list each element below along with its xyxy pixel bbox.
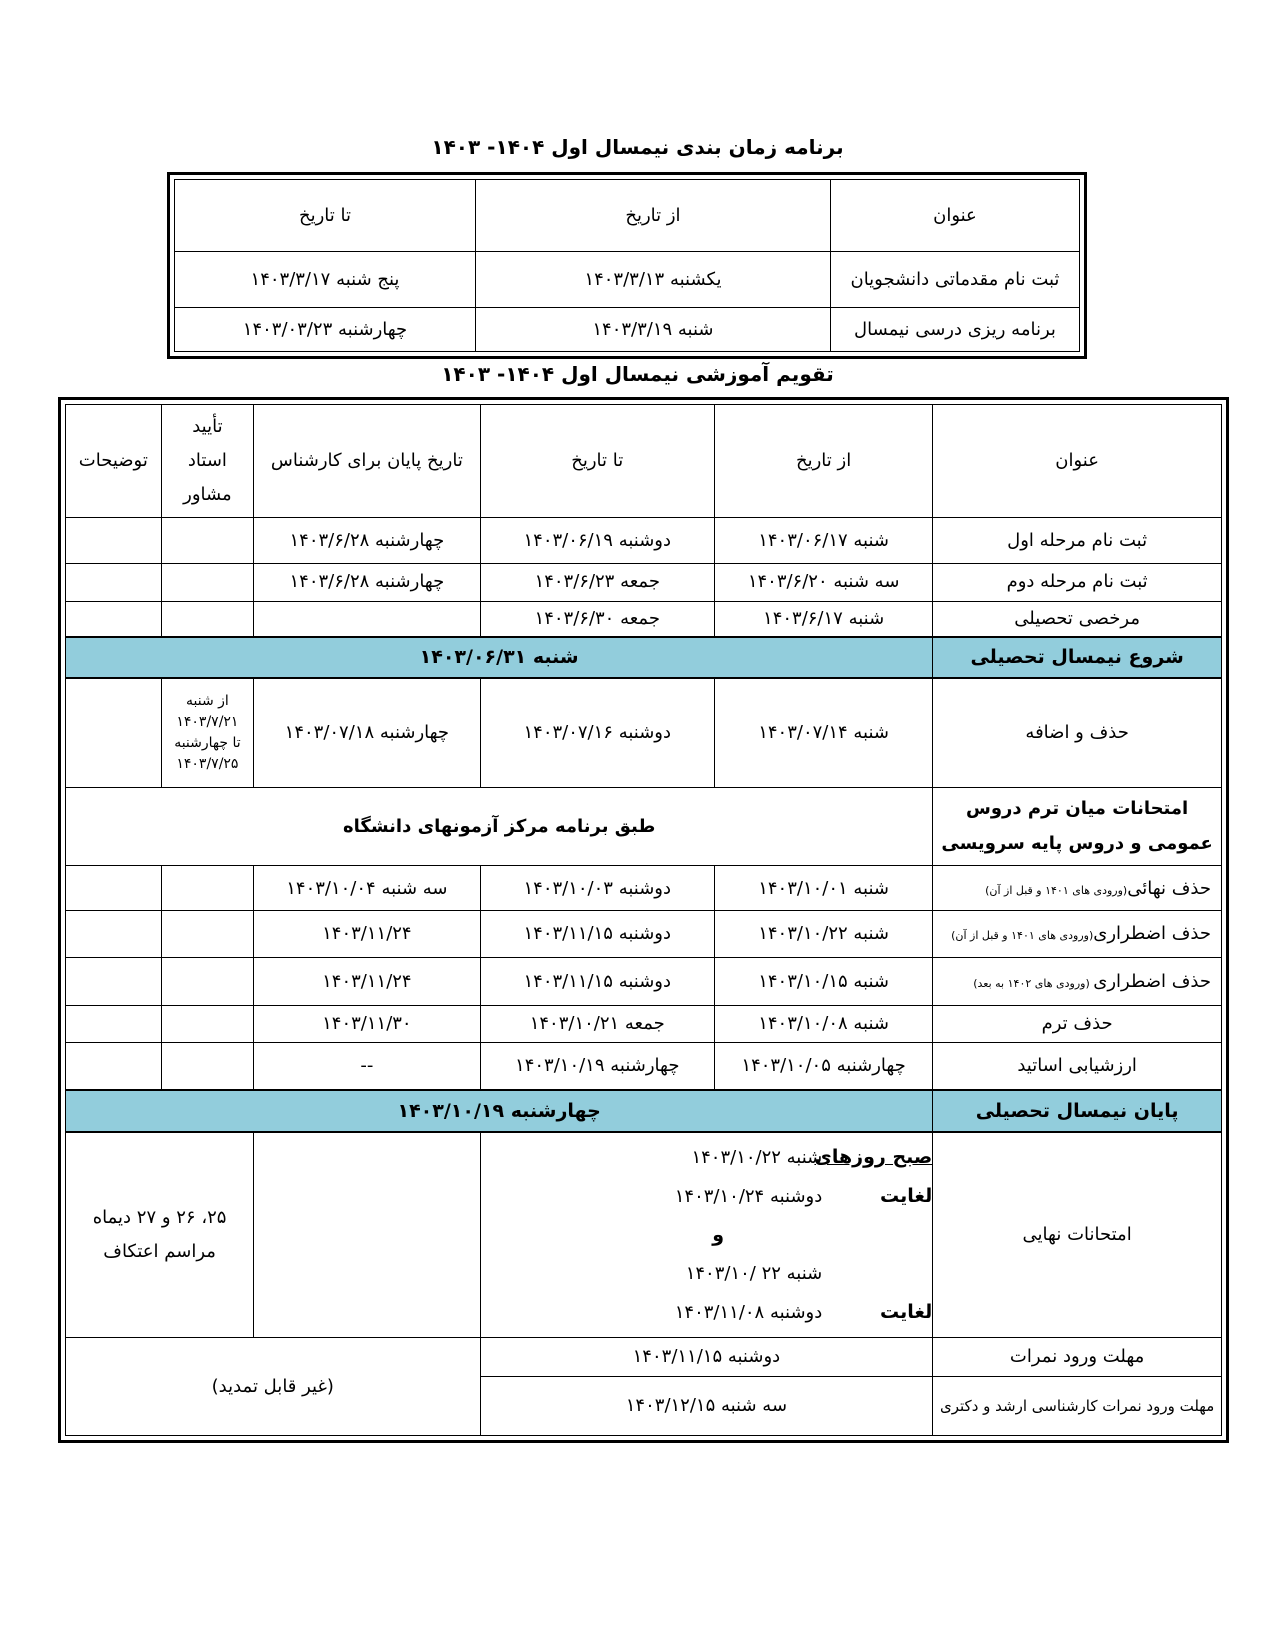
schedule-header-from: از تاریخ (475, 180, 830, 252)
midterms-title (933, 787, 1222, 865)
schedule-row-title: ثبت نام مقدماتی دانشجویان (830, 251, 1079, 308)
midterms-row (66, 787, 1222, 865)
exam-date: شنبه ۲۲ /۱۴۰۳/۱۰ (685, 1263, 823, 1285)
row-advisor (161, 866, 254, 911)
advisor-header-line: تأیید (192, 415, 223, 437)
schedule-row-from: یکشنبه ۱۴۰۳/۳/۱۳ (475, 251, 830, 308)
grades-deadline-title: مهلت ورود نمرات (933, 1338, 1222, 1377)
schedule-row (175, 308, 1080, 352)
row-notes (66, 1043, 162, 1090)
semester-end-date: چهارشنبه ۱۴۰۳/۱۰/۱۹ (66, 1090, 933, 1132)
row-expert-end: چهارشنبه ۱۴۰۳/۶/۲۸ (254, 518, 480, 563)
row-notes (66, 678, 162, 787)
advisor-header-line: مشاور (183, 484, 232, 506)
advisor-line: تا چهارشنبه (174, 735, 241, 752)
row-to: جمعه ۱۴۰۳/۶/۲۳ (480, 563, 714, 601)
calendar-table (65, 404, 1222, 1436)
row-to: دوشنبه ۱۴۰۳/۱۱/۱۵ (480, 911, 714, 957)
schedule-table (174, 179, 1080, 352)
advisor-line: ۱۴۰۳/۷/۲۱ (176, 714, 239, 731)
midterms-title-line: امتحانات میان ترم دروس (966, 798, 1189, 820)
exam-date: دوشنبه ۱۴۰۳/۱۱/۰۸ (674, 1302, 823, 1324)
row-to: دوشنبه ۱۴۰۳/۰۶/۱۹ (480, 518, 714, 563)
row-from: شنبه ۱۴۰۳/۶/۱۷ (714, 601, 932, 637)
semester-start-band (66, 637, 1222, 678)
row-from: شنبه ۱۴۰۳/۱۰/۱۵ (714, 957, 932, 1005)
row-to: دوشنبه ۱۴۰۳/۰۷/۱۶ (480, 678, 714, 787)
semester-start-date: شنبه ۱۴۰۳/۰۶/۳۱ (66, 637, 933, 678)
calendar-header-title: عنوان (933, 405, 1222, 518)
row-title (933, 957, 1222, 1005)
exam-label-and: و (712, 1224, 725, 1247)
advisor-header-line: استاد (187, 450, 227, 472)
row-notes (66, 601, 162, 637)
row-from: شنبه ۱۴۰۳/۱۰/۰۱ (714, 866, 932, 911)
row-from: شنبه ۱۴۰۳/۱۰/۲۲ (714, 911, 932, 957)
exam-label-morning: صبح روزهای (814, 1146, 933, 1169)
row-title (933, 911, 1222, 957)
drop-row (66, 957, 1222, 1005)
grades-grad-deadline-title: مهلت ورود نمرات کارشناسی ارشد و دکتری (933, 1377, 1222, 1436)
row-expert-end: ۱۴۰۳/۱۱/۲۴ (254, 911, 480, 957)
grades-grad-deadline-value: سه شنبه ۱۴۰۳/۱۲/۱۵ (480, 1377, 933, 1436)
row-title: ثبت نام مرحله دوم (933, 563, 1222, 601)
notes-line: مراسم اعتکاف (103, 1241, 216, 1263)
row-advisor (161, 678, 254, 787)
exam-date: شنبه ۱۴۰۳/۱۰/۲۲ (691, 1147, 823, 1169)
schedule-table-frame (167, 172, 1087, 359)
drop-row (66, 866, 1222, 911)
row-notes (66, 866, 162, 911)
exam-line (485, 1255, 933, 1293)
row-expert-end: ۱۴۰۳/۱۱/۲۴ (254, 957, 480, 1005)
add-drop-row (66, 678, 1222, 787)
schedule-row-title: برنامه ریزی درسی نیمسال (830, 308, 1079, 352)
row-to: دوشنبه ۱۴۰۳/۱۰/۰۳ (480, 866, 714, 911)
row-title: مرخصی تحصیلی (933, 601, 1222, 637)
row-from: سه شنبه ۱۴۰۳/۶/۲۰ (714, 563, 932, 601)
calendar-header-to: تا تاریخ (480, 405, 714, 518)
final-exams-dates (480, 1132, 933, 1337)
calendar-header-expert-end: تاریخ پایان برای کارشناس (254, 405, 480, 518)
final-exams-row (66, 1132, 1222, 1337)
calendar-header-advisor-approval (161, 405, 254, 518)
registration-row (66, 601, 1222, 637)
schedule-row-from: شنبه ۱۴۰۳/۳/۱۹ (475, 308, 830, 352)
row-expert-end (254, 1132, 480, 1337)
calendar-header-notes: توضیحات (66, 405, 162, 518)
non-extendable-note: (غیر قابل تمدید) (66, 1338, 481, 1436)
semester-start-label: شروع نیمسال تحصیلی (933, 637, 1222, 678)
row-advisor (161, 1043, 254, 1090)
schedule-header-to: تا تاریخ (175, 180, 476, 252)
row-advisor (161, 911, 254, 957)
row-from: شنبه ۱۴۰۳/۰۶/۱۷ (714, 518, 932, 563)
final-exams-notes (66, 1132, 254, 1337)
grades-deadline-value: دوشنبه ۱۴۰۳/۱۱/۱۵ (480, 1338, 933, 1377)
schedule-header-title: عنوان (830, 180, 1079, 252)
registration-row (66, 518, 1222, 563)
exam-label-until: لغایت (880, 1185, 933, 1208)
schedule-row-to: چهارشنبه ۱۴۰۳/۰۳/۲۳ (175, 308, 476, 352)
exam-date: دوشنبه ۱۴۰۳/۱۰/۲۴ (674, 1186, 823, 1208)
row-expert-end: چهارشنبه ۱۴۰۳/۶/۲۸ (254, 563, 480, 601)
exam-label-until: لغایت (880, 1301, 933, 1324)
calendar-table-frame (58, 397, 1229, 1443)
registration-row (66, 563, 1222, 601)
row-notes (66, 518, 162, 563)
final-exams-title: امتحانات نهایی (933, 1132, 1222, 1337)
row-to: جمعه ۱۴۰۳/۱۰/۲۱ (480, 1006, 714, 1043)
row-expert-end: سه شنبه ۱۴۰۳/۱۰/۰۴ (254, 866, 480, 911)
row-to: جمعه ۱۴۰۳/۶/۳۰ (480, 601, 714, 637)
advisor-line: ۱۴۰۳/۷/۲۵ (176, 756, 239, 773)
row-advisor (161, 518, 254, 563)
schedule-row (175, 251, 1080, 308)
drop-title: حذف اضطراری (1093, 970, 1211, 992)
row-expert-end: -- (254, 1043, 480, 1090)
exam-line (485, 1138, 933, 1177)
row-expert-end: چهارشنبه ۱۴۰۳/۰۷/۱۸ (254, 678, 480, 787)
schedule-row-to: پنج شنبه ۱۴۰۳/۳/۱۷ (175, 251, 476, 308)
drop-note: (ورودی های ۱۴۰۲ به بعد) (973, 976, 1094, 990)
drop-note: (ورودی های ۱۴۰۱ و قبل از آن) (951, 929, 1094, 943)
row-advisor (161, 957, 254, 1005)
drop-note: (ورودی های ۱۴۰۱ و قبل از آن) (985, 883, 1128, 897)
drop-title: حذف اضطراری (1093, 923, 1211, 945)
row-notes (66, 911, 162, 957)
row-to: دوشنبه ۱۴۰۳/۱۱/۱۵ (480, 957, 714, 1005)
semester-end-label: پایان نیمسال تحصیلی (933, 1090, 1222, 1132)
row-from: شنبه ۱۴۰۳/۱۰/۰۸ (714, 1006, 932, 1043)
row-title: حذف ترم (933, 1006, 1222, 1043)
row-notes (66, 563, 162, 601)
exam-line (485, 1216, 933, 1255)
row-from: چهارشنبه ۱۴۰۳/۱۰/۰۵ (714, 1043, 932, 1090)
drop-title: حذف نهائی (1127, 877, 1211, 899)
drop-row (66, 1006, 1222, 1043)
row-expert-end (254, 601, 480, 637)
schedule-header-row (175, 180, 1080, 252)
notes-line: ۲۵، ۲۶ و ۲۷ دیماه (92, 1206, 227, 1228)
row-title: حذف و اضافه (933, 678, 1222, 787)
row-title: ارزشیابی اساتید (933, 1043, 1222, 1090)
schedule-title: برنامه زمان بندی نیمسال اول ۱۴۰۴- ۱۴۰۳ (431, 135, 844, 159)
row-title: ثبت نام مرحله اول (933, 518, 1222, 563)
grades-deadline-row (66, 1338, 1222, 1377)
row-notes (66, 1006, 162, 1043)
row-notes (66, 957, 162, 1005)
midterms-value: طبق برنامه مرکز آزمونهای دانشگاه (66, 787, 933, 865)
calendar-header-row (66, 405, 1222, 518)
row-advisor (161, 563, 254, 601)
calendar-header-from: از تاریخ (714, 405, 932, 518)
advisor-line: از شنبه (186, 693, 229, 710)
row-to: چهارشنبه ۱۴۰۳/۱۰/۱۹ (480, 1043, 714, 1090)
drop-row (66, 911, 1222, 957)
row-advisor (161, 1006, 254, 1043)
midterms-title-line: عمومی و دروس پایه سرویسی (941, 832, 1213, 854)
evaluation-row (66, 1043, 1222, 1090)
calendar-title: تقویم آموزشی نیمسال اول ۱۴۰۴- ۱۴۰۳ (441, 362, 834, 386)
row-expert-end: ۱۴۰۳/۱۱/۳۰ (254, 1006, 480, 1043)
exam-line (485, 1293, 933, 1332)
row-title (933, 866, 1222, 911)
exam-line (485, 1177, 933, 1216)
semester-end-band (66, 1090, 1222, 1132)
row-advisor (161, 601, 254, 637)
row-from: شنبه ۱۴۰۳/۰۷/۱۴ (714, 678, 932, 787)
